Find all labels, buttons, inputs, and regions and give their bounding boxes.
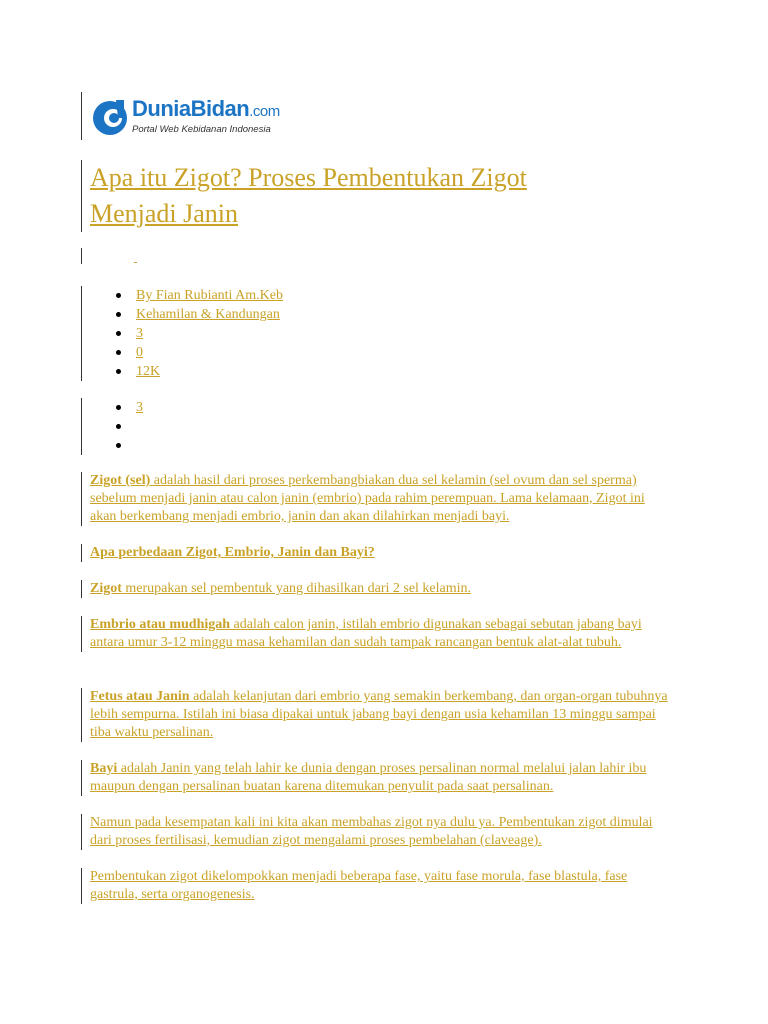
- share-item[interactable]: [110, 436, 143, 455]
- article-meta-list: [81, 286, 283, 381]
- logo-icon: [90, 96, 130, 136]
- share-item[interactable]: [110, 417, 143, 436]
- paragraph-bayi[interactable]: Bayi adalah Janin yang telah lahir ke dunia dengan proses persalinan normal melalui jalan lahir ibu maupun dengan persalinan buatan karena ditemukan penyulit pada saat persalinan.: [81, 760, 670, 796]
- logo-brand: DuniaBidan.com: [132, 95, 280, 121]
- article-title[interactable]: [81, 160, 670, 232]
- meta-category[interactable]: Kehamilan & Kandungan: [110, 305, 283, 324]
- meta-views[interactable]: 12K: [110, 362, 283, 381]
- meta-comments[interactable]: 3: [110, 324, 283, 343]
- paragraph-fase[interactable]: Pembentukan zigot dikelompokkan menjadi beberapa fase, yaitu fase morula, fase blastula, fase gastrula, serta organogenesis.: [81, 868, 670, 904]
- site-logo[interactable]: [81, 92, 280, 140]
- paragraph-embrio[interactable]: Embrio atau mudhigah adalah calon janin, istilah embrio digunakan sebagai sebutan jabang bayi antara umur 3-12 minggu masa kehamilan dan sudah tampak rancangan bentuk alat-alat tubuh.: [81, 616, 670, 652]
- paragraph-pembentukan[interactable]: Namun pada kesempatan kali ini kita akan membahas zigot nya dulu ya. Pembentukan zigot dimulai dari proses fertilisasi, kemudian zigot mengalami proses pembelahan (claveage).: [81, 814, 670, 850]
- meta-likes[interactable]: 0: [110, 343, 283, 362]
- article-title-line1[interactable]: Apa itu Zigot? Proses Pembentukan Zigot: [90, 163, 527, 192]
- paragraph-zigot[interactable]: Zigot merupakan sel pembentuk yang dihasilkan dari 2 sel kelamin.: [81, 580, 670, 598]
- meta-author[interactable]: By Fian Rubianti Am.Keb: [110, 286, 283, 305]
- share-list: [81, 398, 143, 455]
- paragraph-zigot-intro[interactable]: Zigot (sel) adalah hasil dari proses perkembangbiakan dua sel kelamin (sel ovum dan sel sperma) sebelum menjadi janin atau calon janin (embrio) pada rahim perempuan. Lama kelamaan, Zigot ini akan berkembang menjadi embrio, janin dan akan dilahirkan menjadi bayi.: [81, 472, 670, 526]
- article-image-link[interactable]: [81, 248, 137, 264]
- article-title-line2[interactable]: Menjadi Janin: [90, 199, 239, 228]
- share-count[interactable]: 3: [110, 398, 143, 417]
- heading-perbedaan[interactable]: Apa perbedaan Zigot, Embrio, Janin dan Bayi?: [81, 544, 670, 562]
- paragraph-fetus[interactable]: Fetus atau Janin adalah kelanjutan dari embrio yang semakin berkembang, dan organ-organ tubuhnya lebih sempurna. Istilah ini biasa dipakai untuk jabang bayi dengan usia kehamilan 13 minggu sampai tiba waktu persalinan.: [81, 688, 670, 742]
- logo-tagline: Portal Web Kebidanan Indonesia: [132, 123, 271, 135]
